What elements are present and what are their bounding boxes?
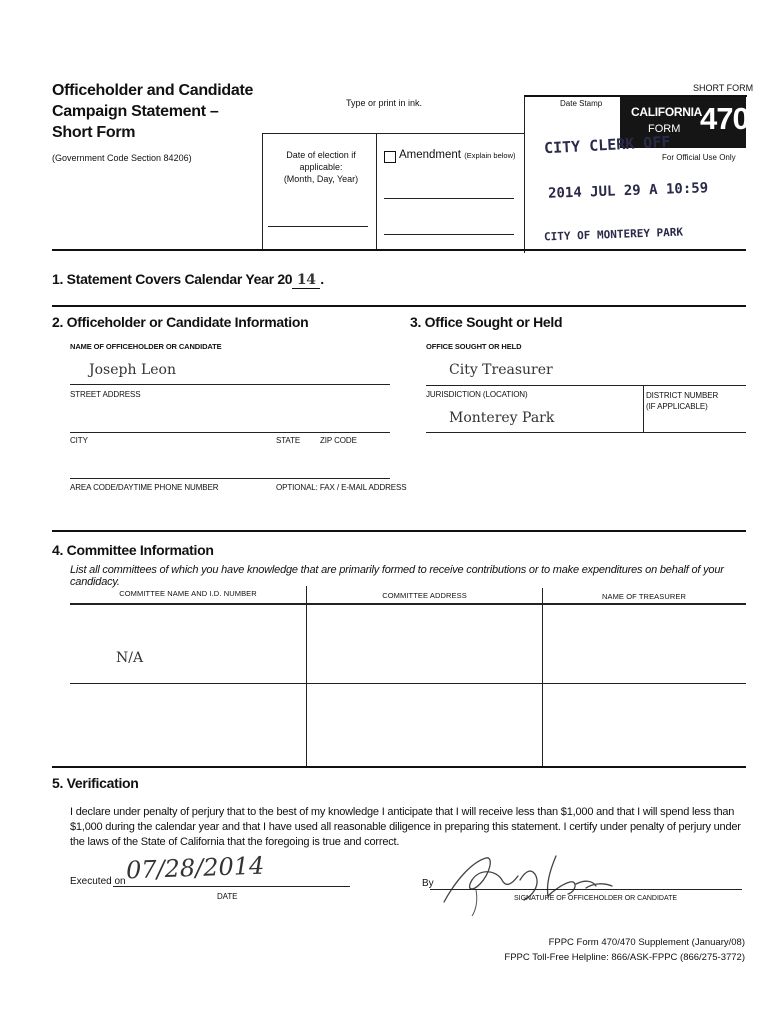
date-label: DATE [217,892,238,901]
form-title [52,80,253,143]
official-use-label: For Official Use Only [662,153,736,162]
committee-name-column-header: COMMITTEE NAME AND I.D. NUMBER [119,589,257,598]
jurisdiction-underline [426,432,746,433]
city-state-zip-field[interactable] [70,478,390,479]
fax-email-label: OPTIONAL: FAX / E-MAIL ADDRESS [276,483,407,492]
committee-row-divider [70,683,746,684]
committee-table-divider-2 [542,588,543,766]
state-label: STATE [276,436,301,445]
committee-address-column-header: COMMITTEE ADDRESS [382,591,467,600]
form-title-line-1: Officeholder and Candidate [52,82,254,99]
fppc-helpline: FPPC Toll-Free Helpline: 866/ASK-FPPC (866/275-3772) [504,952,745,963]
form-number: 470 [700,101,749,136]
jurisdiction-field[interactable]: Monterey Park [449,410,555,426]
treasurer-column-header: NAME OF TREASURER [601,592,687,601]
execution-date-line [113,886,350,887]
street-field[interactable] [70,432,390,433]
signature-label: SIGNATURE OF OFFICEHOLDER OR CANDIDATE [514,895,678,902]
short-form-label: SHORT FORM [693,83,754,93]
election-date-label [266,149,376,185]
district-label-line-2: (IF APPLICABLE) [646,402,708,411]
amendment-checkbox[interactable] [384,151,396,163]
election-date-label-line-1: Date of election if applicable: [286,150,356,172]
committee-table-divider-1 [306,586,307,766]
name-field[interactable]: Joseph Leon [89,362,176,378]
committee-row-1-name[interactable]: N/A [116,650,144,666]
calendar-year-field[interactable]: 14 [292,272,320,289]
calendar-year-label: 1. Statement Covers Calendar Year 20 [52,271,293,287]
name-underline [70,384,390,385]
form-title-line-3: Short Form [52,124,136,141]
city-label: CITY [70,436,88,445]
amendment-label [399,149,516,161]
date-stamp-label: Date Stamp [560,99,603,108]
section-3-heading: 3. Office Sought or Held [410,314,563,330]
committee-instructions: List all committees of which you have knowledge that are primarily formed to receive contributions or to make expenditures on behalf of your candidacy. [70,564,724,588]
city-name-stamp: CITY OF MONTEREY PARK [543,225,684,244]
section-4-heading: 4. Committee Information [52,542,214,558]
office-field[interactable]: City Treasurer [449,362,553,378]
street-label: STREET ADDRESS [70,390,141,399]
district-label-line-1: DISTRICT NUMBER [646,391,719,400]
section-2-rule [52,305,746,307]
section-1-heading [52,271,324,289]
district-label [646,390,718,412]
zip-label: ZIP CODE [320,436,357,445]
amendment-explain-line-2[interactable] [384,234,514,235]
verification-declaration: I declare under penalty of perjury that to the best of my knowledge I anticipate that I will receive less than $1,000 and that I will spend less than $1,000 during the calendar year and that I have used all reasonable diligence in preparing this statement. I certify under penalty of perjury under the laws of the State of California that the foregoing is true and correct. [70,806,741,848]
name-label: NAME OF OFFICEHOLDER OR CANDIDATE [70,342,222,351]
election-date-field[interactable] [268,226,368,227]
amendment-explain-note: (Explain below) [464,151,516,160]
section-5-rule [52,766,746,768]
city-clerk-stamp: CITY CLERK OFF [543,132,671,158]
section-4-rule [52,530,746,532]
form-word-label: FORM [648,123,681,135]
received-date-stamp: 2014 JUL 29 A 10:59 [547,180,709,202]
signature-mark[interactable] [436,840,626,918]
executed-on-label: Executed on [70,876,126,887]
district-divider [643,386,644,432]
california-label: CALIFORNIA [631,105,702,119]
execution-date-field[interactable]: 07/28/2014 [125,851,265,885]
government-code: (Government Code Section 84206) [52,153,192,163]
committee-table-header-rule [70,603,746,605]
header-rule [52,249,746,251]
phone-label: AREA CODE/DAYTIME PHONE NUMBER [70,483,219,492]
fppc-form-version: FPPC Form 470/470 Supplement (January/08) [548,937,745,948]
office-underline [426,385,746,386]
office-label: OFFICE SOUGHT OR HELD [426,342,522,351]
jurisdiction-label: JURISDICTION (LOCATION) [426,390,528,399]
election-box-divider [376,133,377,249]
election-date-format: (Month, Day, Year) [283,174,359,184]
form-title-line-2: Campaign Statement – [52,103,219,120]
amendment-explain-line-1[interactable] [384,198,514,199]
amendment-text: Amendment [399,149,462,161]
calendar-year-suffix: . [320,271,324,287]
signature-line [430,889,742,890]
section-5-heading: 5. Verification [52,775,139,791]
type-in-ink-note: Type or print in ink. [346,98,423,108]
section-2-heading: 2. Officeholder or Candidate Information [52,314,309,330]
by-label: By [422,878,434,889]
